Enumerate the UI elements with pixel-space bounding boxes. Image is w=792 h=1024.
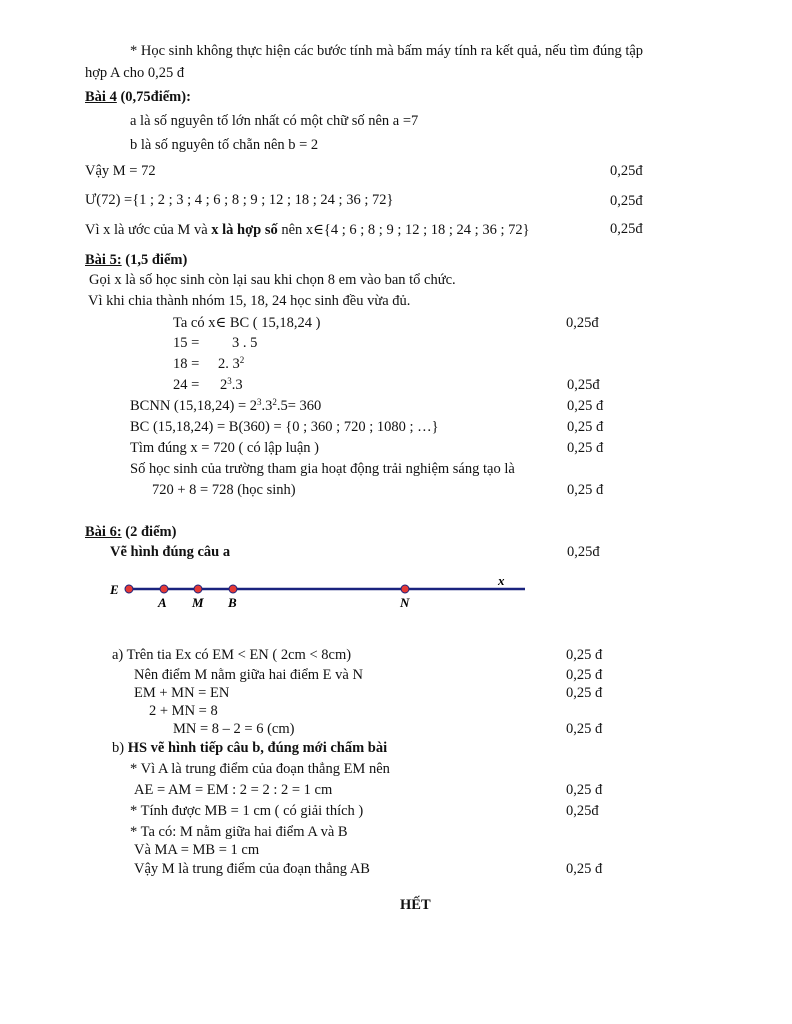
- bai5-title: [85, 251, 187, 269]
- bai4-line-x-score: 0,25đ: [610, 221, 643, 237]
- bai6-title-points: (2 điểm): [121, 524, 177, 540]
- bai4-line-m: Vậy M = 72: [85, 163, 156, 179]
- bai6-title-label: Bài 6:: [85, 524, 122, 540]
- bai4-line-x: [85, 221, 530, 239]
- label-x: x: [498, 573, 505, 588]
- bai5-line-3: Ta có x∈ BC ( 15,18,24 ): [173, 315, 321, 331]
- label-b: B: [228, 595, 237, 610]
- bai4-line-x-bold: x là hợp số: [211, 222, 278, 238]
- bai4-line-x-post: nên x∈{4 ; 6 ; 8 ; 9 ; 12 ; 18 ; 24 ; 36 ; 72}: [277, 222, 530, 238]
- bai5-title-points: (1,5 điểm): [121, 252, 188, 268]
- bai5-line-3-score: 0,25đ: [566, 315, 599, 331]
- bai6-b-heading: [112, 739, 387, 757]
- bai4-line-b: b là số nguyên tố chẵn nên b = 2: [130, 137, 319, 153]
- bai6-b-line-6: Vậy M là trung điểm của đoạn thẳng AB: [134, 861, 370, 877]
- bai4-line-m-score: 0,25đ: [610, 163, 643, 179]
- bai5-line-6-score: 0,25đ: [567, 377, 600, 393]
- bai5-bc: BC (15,18,24) = B(360) = {0 ; 360 ; 720 ; 1080 ; …}: [130, 419, 439, 435]
- end-marker: HẾT: [400, 897, 431, 913]
- bai6-draw-score: 0,25đ: [567, 544, 600, 560]
- intro-line-1: * Học sinh không thực hiện các bước tính mà bấm máy tính ra kết quả, nếu tìm đúng tập: [130, 43, 644, 59]
- bai6-b-line-4: * Ta có: M nằm giữa hai điểm A và B: [130, 824, 348, 840]
- bai4-title: [85, 88, 191, 106]
- ray-figure: [100, 570, 540, 615]
- bai6-b-line-6-score: 0,25 đ: [566, 861, 603, 877]
- bai5-find-x-score: 0,25 đ: [567, 440, 604, 456]
- bai6-b-line-2: AE = AM = EM : 2 = 2 : 2 = 1 cm: [134, 782, 333, 798]
- bai5-find-x: Tìm đúng x = 720 ( có lập luận ): [130, 440, 319, 456]
- bai6-b-line-1: * Vì A là trung điểm của đoạn thẳng EM nên: [130, 761, 390, 777]
- label-e: E: [110, 582, 119, 597]
- bai5-factor-24-rhs: [220, 376, 243, 394]
- bai5-bcnn-post: .5= 360: [276, 398, 322, 414]
- bai6-b-line-5: Và MA = MB = 1 cm: [134, 842, 260, 858]
- bai5-bcnn-exp-2: 2: [272, 397, 277, 407]
- bai6-a-line-1-score: 0,25 đ: [566, 647, 603, 663]
- bai5-line-1: Gọi x là số học sinh còn lại sau khi chọn 8 em vào ban tổ chức.: [89, 272, 456, 288]
- point-b: [229, 585, 237, 593]
- bai5-factor-24-lhs: 24 =: [173, 377, 200, 393]
- bai4-line-a: a là số nguyên tố lớn nhất có một chữ số nên a =7: [130, 113, 419, 129]
- bai6-draw-line: Vẽ hình đúng câu a: [110, 544, 231, 560]
- bai5-factor-18-exp: 2: [239, 355, 245, 365]
- point-n: [401, 585, 409, 593]
- point-m: [194, 585, 202, 593]
- bai4-line-u: Ư(72) ={1 ; 2 ; 3 ; 4 ; 6 ; 8 ; 9 ; 12 ; 18 ; 24 ; 36 ; 72}: [85, 192, 394, 208]
- bai5-factor-24-exp: 3: [227, 376, 232, 386]
- bai5-result: 720 + 8 = 728 (học sinh): [152, 482, 296, 498]
- bai6-a-line-5-score: 0,25 đ: [566, 721, 603, 737]
- bai5-line-2: Vì khi chia thành nhóm 15, 18, 24 học sinh đều vừa đủ.: [88, 293, 411, 309]
- bai5-factor-18-base: 2. 3: [218, 356, 240, 372]
- bai5-bcnn-exp-1: 3: [257, 397, 262, 407]
- bai5-factor-15-lhs: 15 =: [173, 335, 200, 351]
- bai4-line-u-score: 0,25đ: [610, 193, 643, 209]
- label-m: M: [192, 595, 204, 610]
- bai5-title-label: Bài 5:: [85, 252, 122, 268]
- bai6-b-bold: HS vẽ hình tiếp câu b, đúng mới chấm bài: [127, 740, 388, 756]
- bai6-a-line-4: 2 + MN = 8: [149, 703, 218, 719]
- bai4-line-x-pre: Vì x là ước của M và: [85, 222, 212, 238]
- bai5-factor-18-lhs: 18 =: [173, 356, 200, 372]
- bai4-title-points: (0,75điểm):: [116, 89, 191, 105]
- bai5-factor-24-tail: .3: [231, 377, 243, 393]
- bai5-bcnn: [130, 397, 321, 415]
- bai6-a-line-2-score: 0,25 đ: [566, 667, 603, 683]
- bai5-bcnn-pre: BCNN (15,18,24) = 2: [130, 398, 257, 414]
- label-n: N: [400, 595, 410, 610]
- bai6-a-line-2: Nên điểm M nằm giữa hai điểm E và N: [134, 667, 363, 683]
- point-a: [160, 585, 168, 593]
- bai5-factor-15-rhs: 3 . 5: [232, 335, 258, 351]
- bai5-bcnn-mid: .3: [261, 398, 273, 414]
- bai5-bc-score: 0,25 đ: [567, 419, 604, 435]
- bai5-result-score: 0,25 đ: [567, 482, 604, 498]
- bai5-students: Số học sinh của trường tham gia hoạt động trải nghiệm sáng tạo là: [130, 461, 515, 477]
- bai5-bcnn-score: 0,25 đ: [567, 398, 604, 414]
- point-e: [125, 585, 133, 593]
- intro-line-2: hợp A cho 0,25 đ: [85, 65, 185, 81]
- bai6-a-line-5: MN = 8 – 2 = 6 (cm): [173, 721, 295, 737]
- bai6-a-line-3-score: 0,25 đ: [566, 685, 603, 701]
- bai6-a-line-3: EM + MN = EN: [134, 685, 230, 701]
- label-a: A: [158, 595, 167, 610]
- bai6-b-label: b): [112, 740, 128, 756]
- bai6-a-line-1: a) Trên tia Ex có EM < EN ( 2cm < 8cm): [112, 647, 352, 663]
- bai5-factor-24-base: 2: [220, 377, 228, 393]
- bai5-factor-18-rhs: [218, 355, 244, 373]
- bai6-b-line-3-score: 0,25đ: [566, 803, 599, 819]
- bai6-title: [85, 523, 176, 541]
- bai6-b-line-3: * Tính được MB = 1 cm ( có giải thích ): [130, 803, 364, 819]
- bai4-title-label: Bài 4: [85, 89, 117, 105]
- bai6-b-line-2-score: 0,25 đ: [566, 782, 603, 798]
